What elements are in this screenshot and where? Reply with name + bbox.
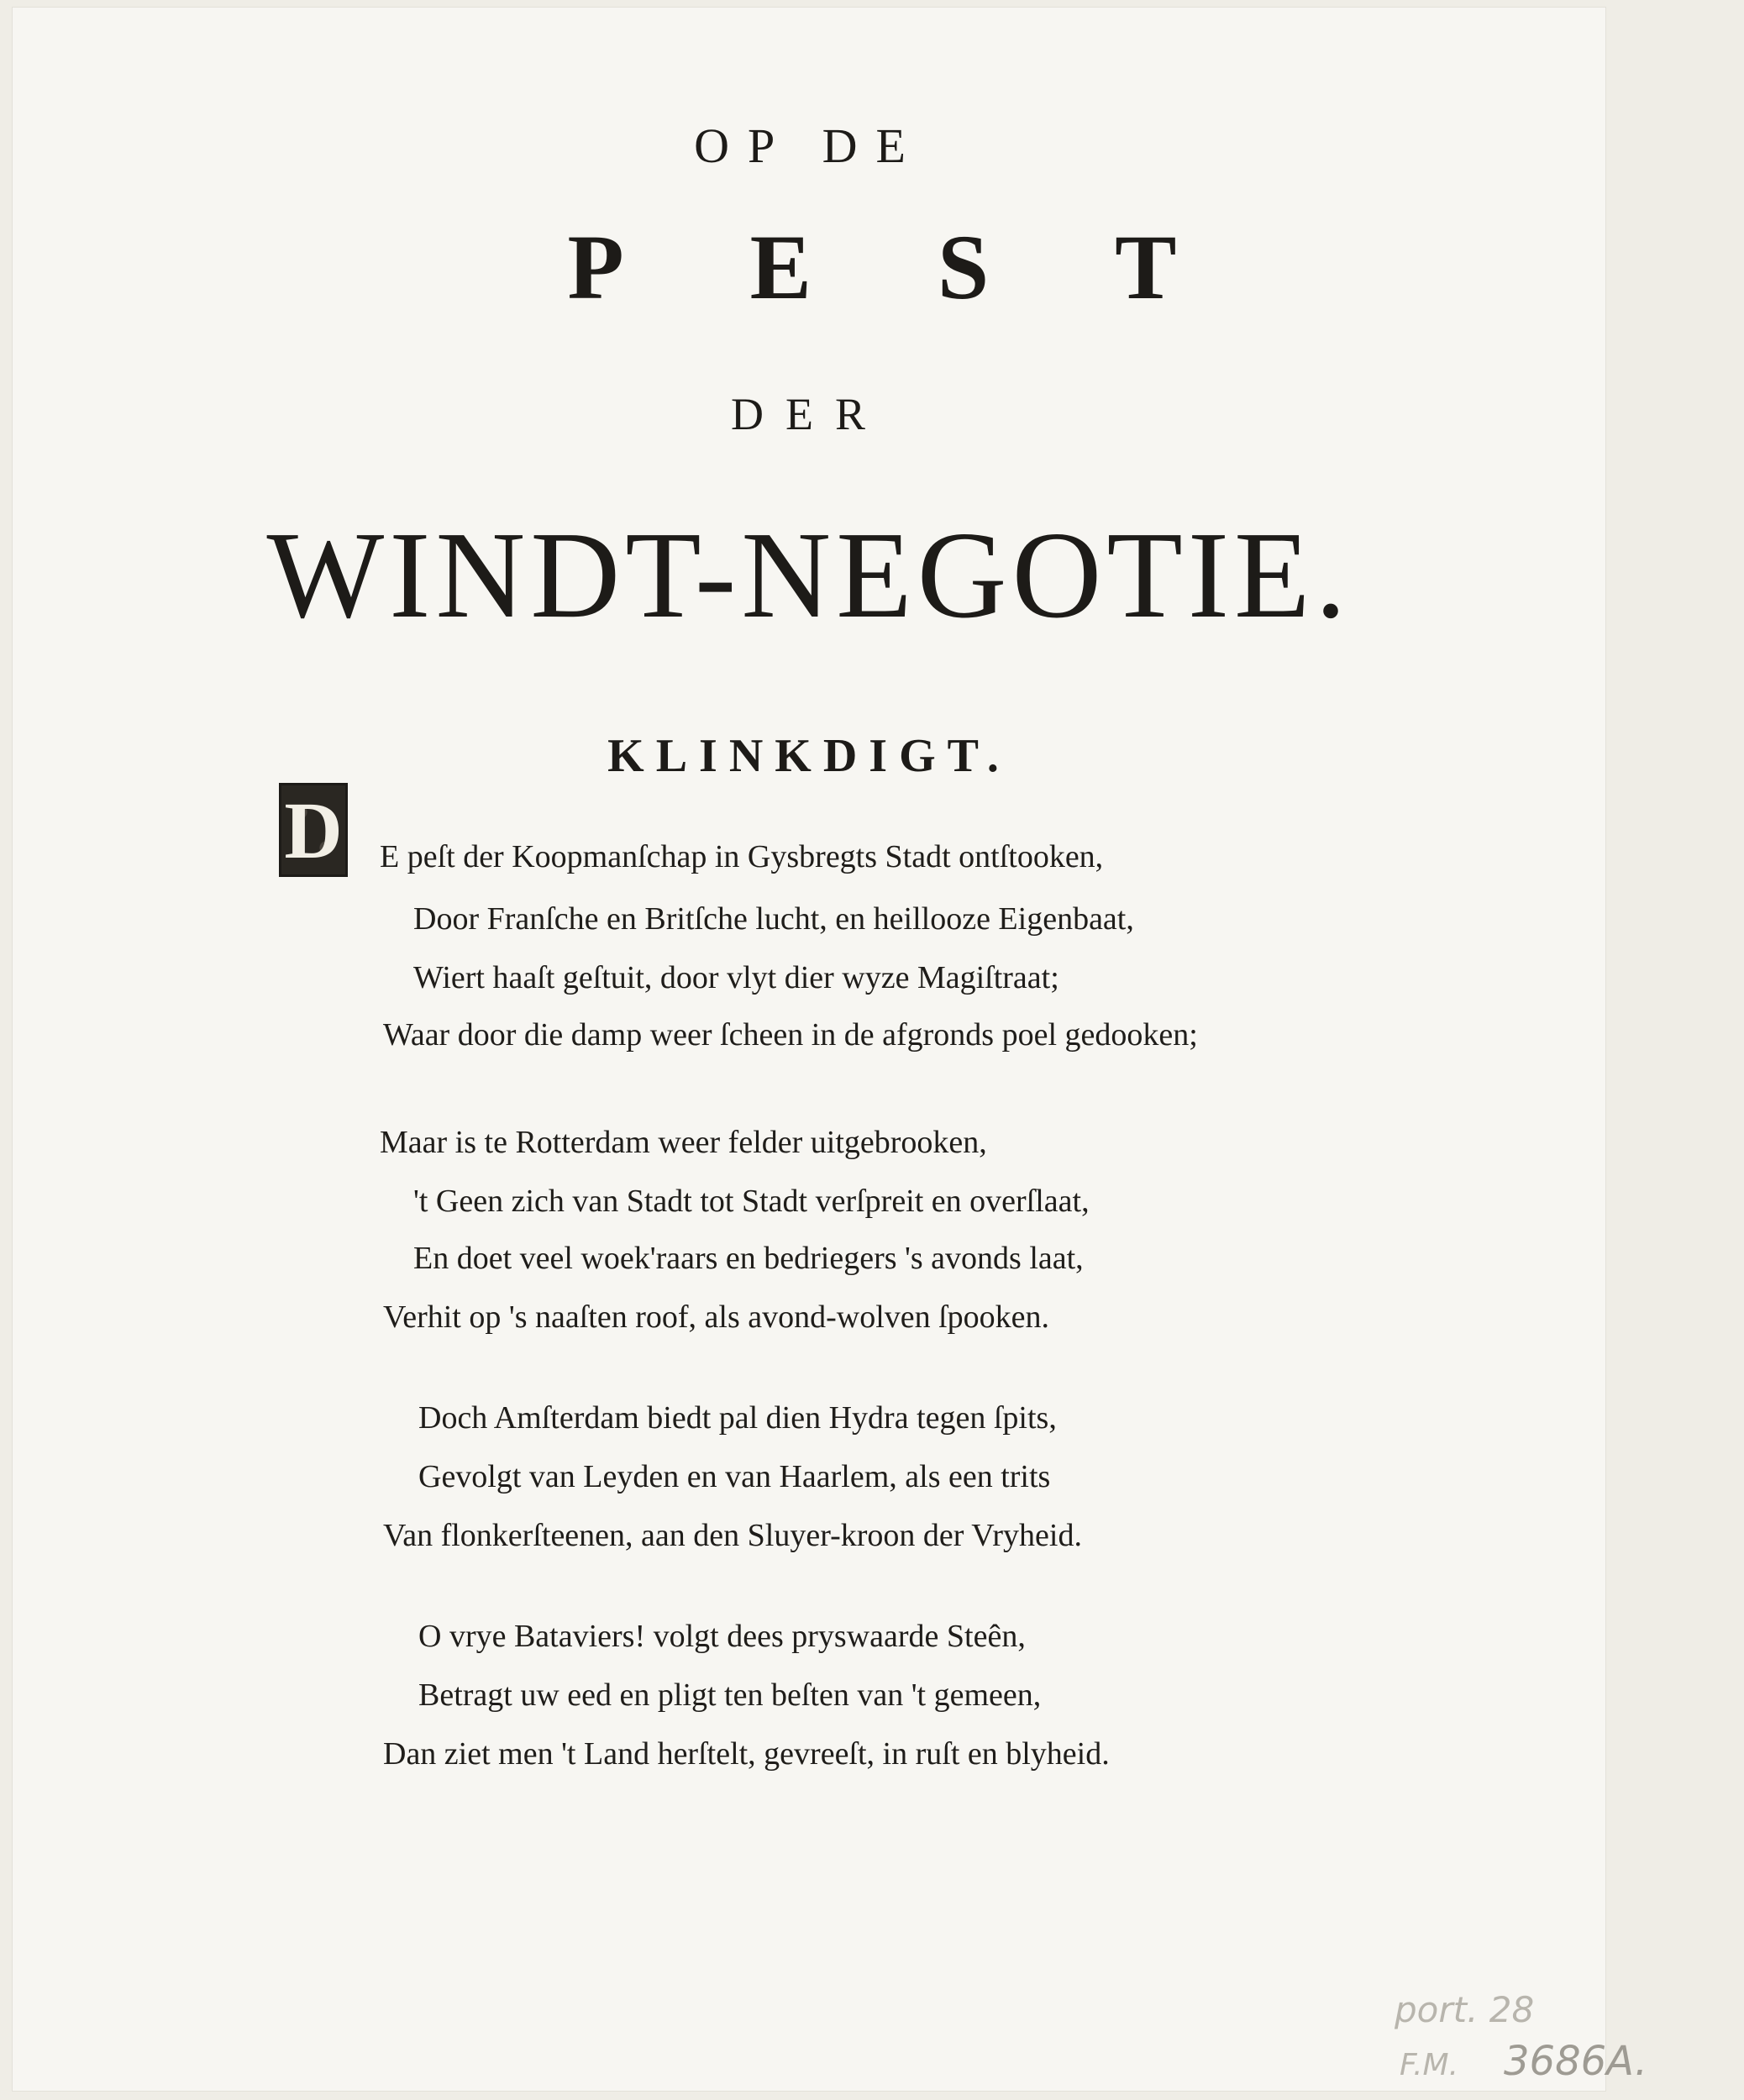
verse-line: Gevolgt van Leyden en van Haarlem, als een trits [418, 1459, 1051, 1494]
verse-line: Van flonkerſteenen, aan den Sluyer-kroon der Vryheid. [383, 1518, 1082, 1553]
verse-line: O vrye Bataviers! volgt dees pryswaarde Steên, [418, 1619, 1026, 1654]
title-line-2: PEST [567, 216, 1303, 318]
pencil-annotation-fm: F.M. [1400, 2048, 1459, 2082]
verse-line: Wiert haaſt geſtuit, door vlyt dier wyze Magiſtraat; [413, 960, 1059, 995]
pencil-annotation-port: port. 28 [1395, 1989, 1535, 2030]
verse-line: Maar is te Rotterdam weer felder uitgebrooken, [380, 1125, 987, 1160]
pencil-annotation-number: 3686A. [1504, 2038, 1648, 2085]
title-line-3: DER [731, 389, 887, 439]
subtitle: KLINKDIGT. [607, 730, 1011, 782]
dropcap-initial: D [279, 783, 348, 877]
verse-line: Door Franſche en Britſche lucht, en heillooze Eigenbaat, [413, 901, 1134, 937]
verse-line: 't Geen zich van Stadt tot Stadt verſpreit en overſlaat, [413, 1184, 1090, 1219]
title-line-1: OP DE [694, 118, 924, 173]
verse-line: Verhit op 's naaſten roof, als avond-wolven ſpooken. [383, 1299, 1050, 1335]
verse-line: E peſt der Koopmanſchap in Gysbregts Stadt ontſtooken, [380, 839, 1104, 874]
verse-line: Dan ziet men 't Land herſtelt, gevreeſt, in ruſt en blyheid. [383, 1736, 1110, 1772]
verse-line: En doet veel woek'raars en bedriegers 's avonds laat, [413, 1241, 1084, 1276]
verse-line: Doch Amſterdam biedt pal dien Hydra tegen ſpits, [418, 1400, 1057, 1436]
verse-line: Betragt uw eed en pligt ten beſten van 't gemeen, [418, 1677, 1042, 1713]
verse-line: Waar door die damp weer ſcheen in de afgronds poel gedooken; [383, 1017, 1198, 1053]
title-main: WINDT-NEGOTIE. [266, 507, 1352, 644]
